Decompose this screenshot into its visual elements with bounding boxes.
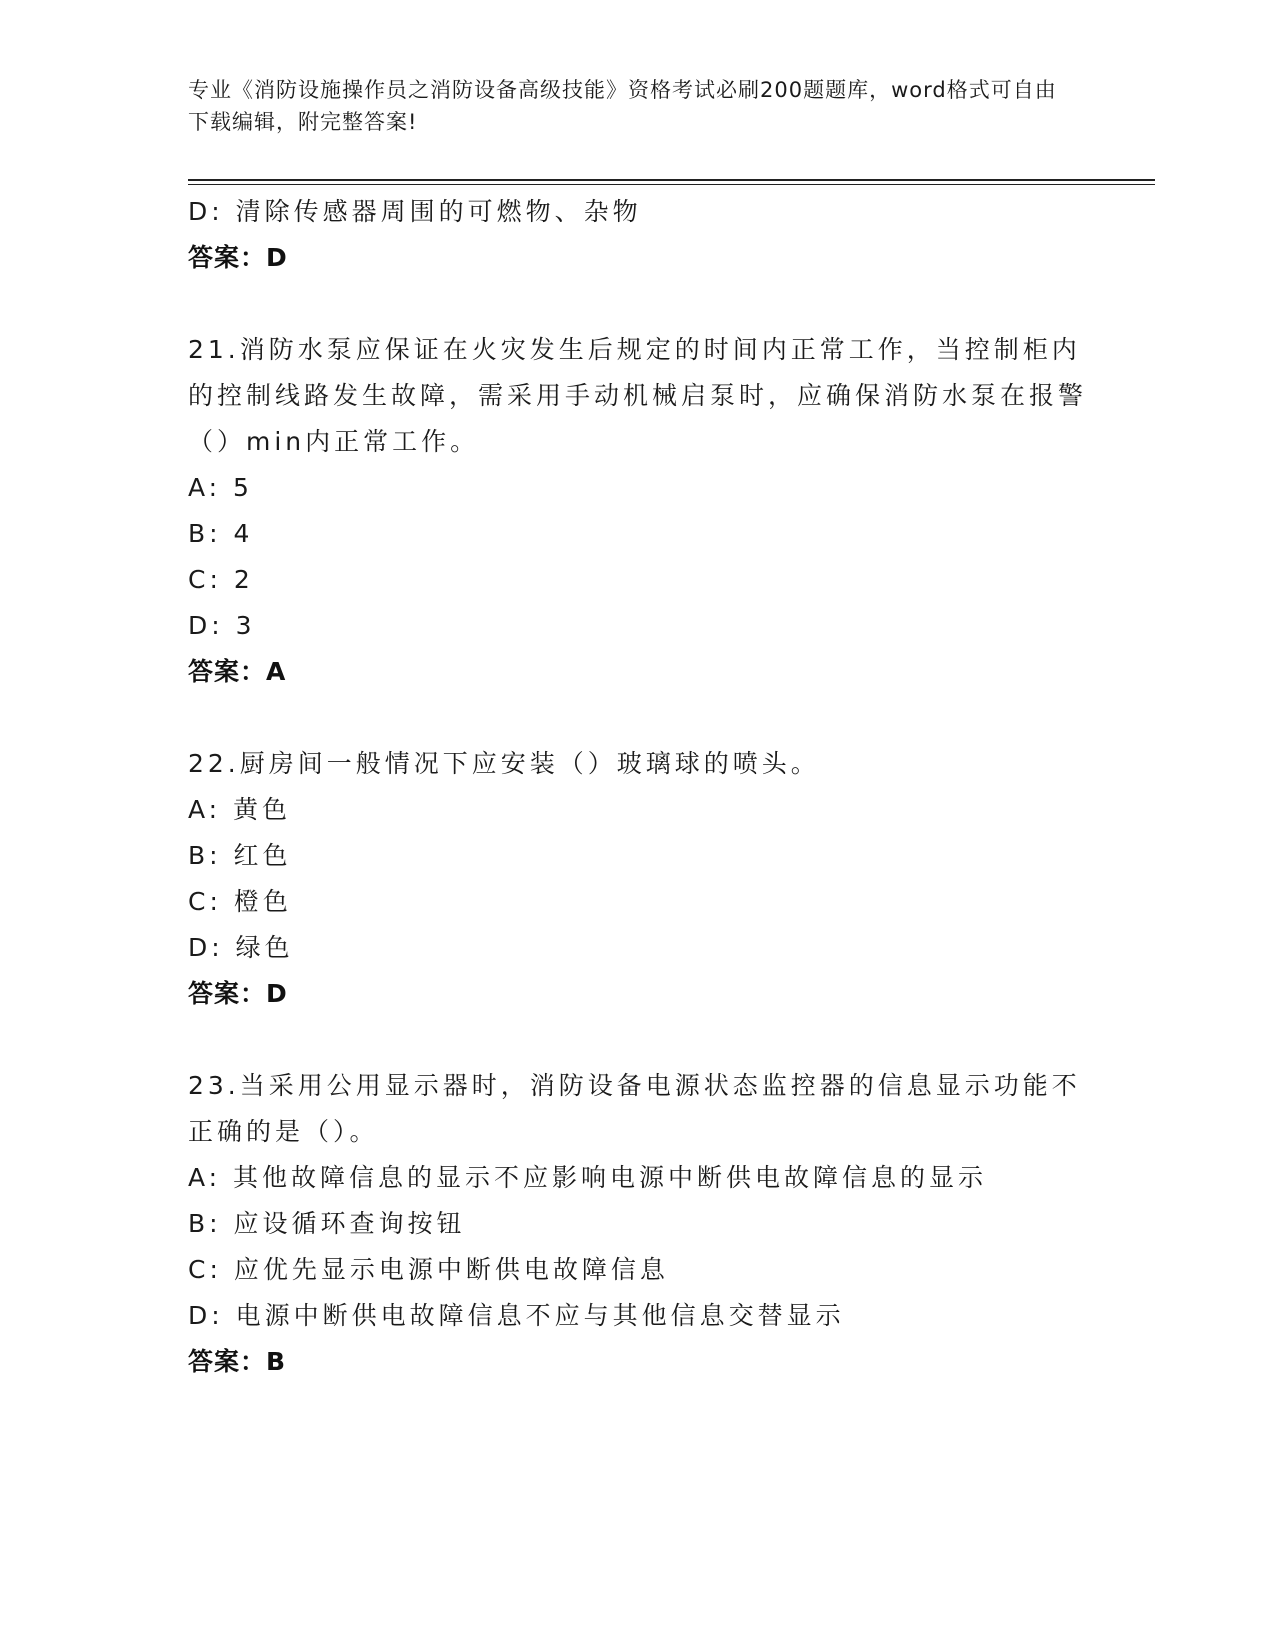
answer-label: 答案：D bbox=[188, 243, 288, 272]
answer-label: 答案：D bbox=[188, 979, 288, 1008]
question-22 bbox=[188, 741, 1088, 1017]
option-a: A: 黄色 bbox=[188, 795, 292, 824]
spacer bbox=[188, 281, 1088, 327]
document-header: 专业《消防设施操作员之消防设备高级技能》资格考试必刷200题题库，word格式可自由下载编辑，附完整答案! bbox=[188, 78, 1057, 134]
option-a: A: 其他故障信息的显示不应影响电源中断供电故障信息的显示 bbox=[188, 1163, 988, 1192]
option-c: C: 2 bbox=[188, 565, 254, 594]
header-divider-thick bbox=[188, 179, 1155, 181]
option-c: C: 应优先显示电源中断供电故障信息 bbox=[188, 1255, 669, 1284]
header-divider-thin bbox=[188, 184, 1155, 185]
previous-question-tail bbox=[188, 189, 1088, 281]
spacer bbox=[188, 1017, 1088, 1063]
answer-label: 答案：A bbox=[188, 657, 287, 686]
option-c: C: 橙色 bbox=[188, 887, 292, 916]
question-text: 22.厨房间一般情况下应安装（）玻璃球的喷头。 bbox=[188, 749, 820, 778]
spacer bbox=[188, 695, 1088, 741]
option-b: B: 应设循环查询按钮 bbox=[188, 1209, 466, 1238]
option-b: B: 4 bbox=[188, 519, 254, 548]
option-d: D: 3 bbox=[188, 611, 256, 640]
question-list bbox=[188, 189, 1088, 1385]
answer-label: 答案：B bbox=[188, 1347, 287, 1376]
question-23 bbox=[188, 1063, 1088, 1385]
option-a: A: 5 bbox=[188, 473, 253, 502]
question-text: 23.当采用公用显示器时，消防设备电源状态监控器的信息显示功能不正确的是（）。 bbox=[188, 1071, 1081, 1146]
option-d: D: 电源中断供电故障信息不应与其他信息交替显示 bbox=[188, 1301, 845, 1330]
question-21 bbox=[188, 327, 1088, 695]
question-text: 21.消防水泵应保证在火灾发生后规定的时间内正常工作，当控制柜内的控制线路发生故障，需采用手动机械启泵时，应确保消防水泵在报警（）min内正常工作。 bbox=[188, 335, 1088, 456]
option-b: B: 红色 bbox=[188, 841, 292, 870]
option-d: D: 清除传感器周围的可燃物、杂物 bbox=[188, 197, 642, 226]
option-d: D: 绿色 bbox=[188, 933, 294, 962]
